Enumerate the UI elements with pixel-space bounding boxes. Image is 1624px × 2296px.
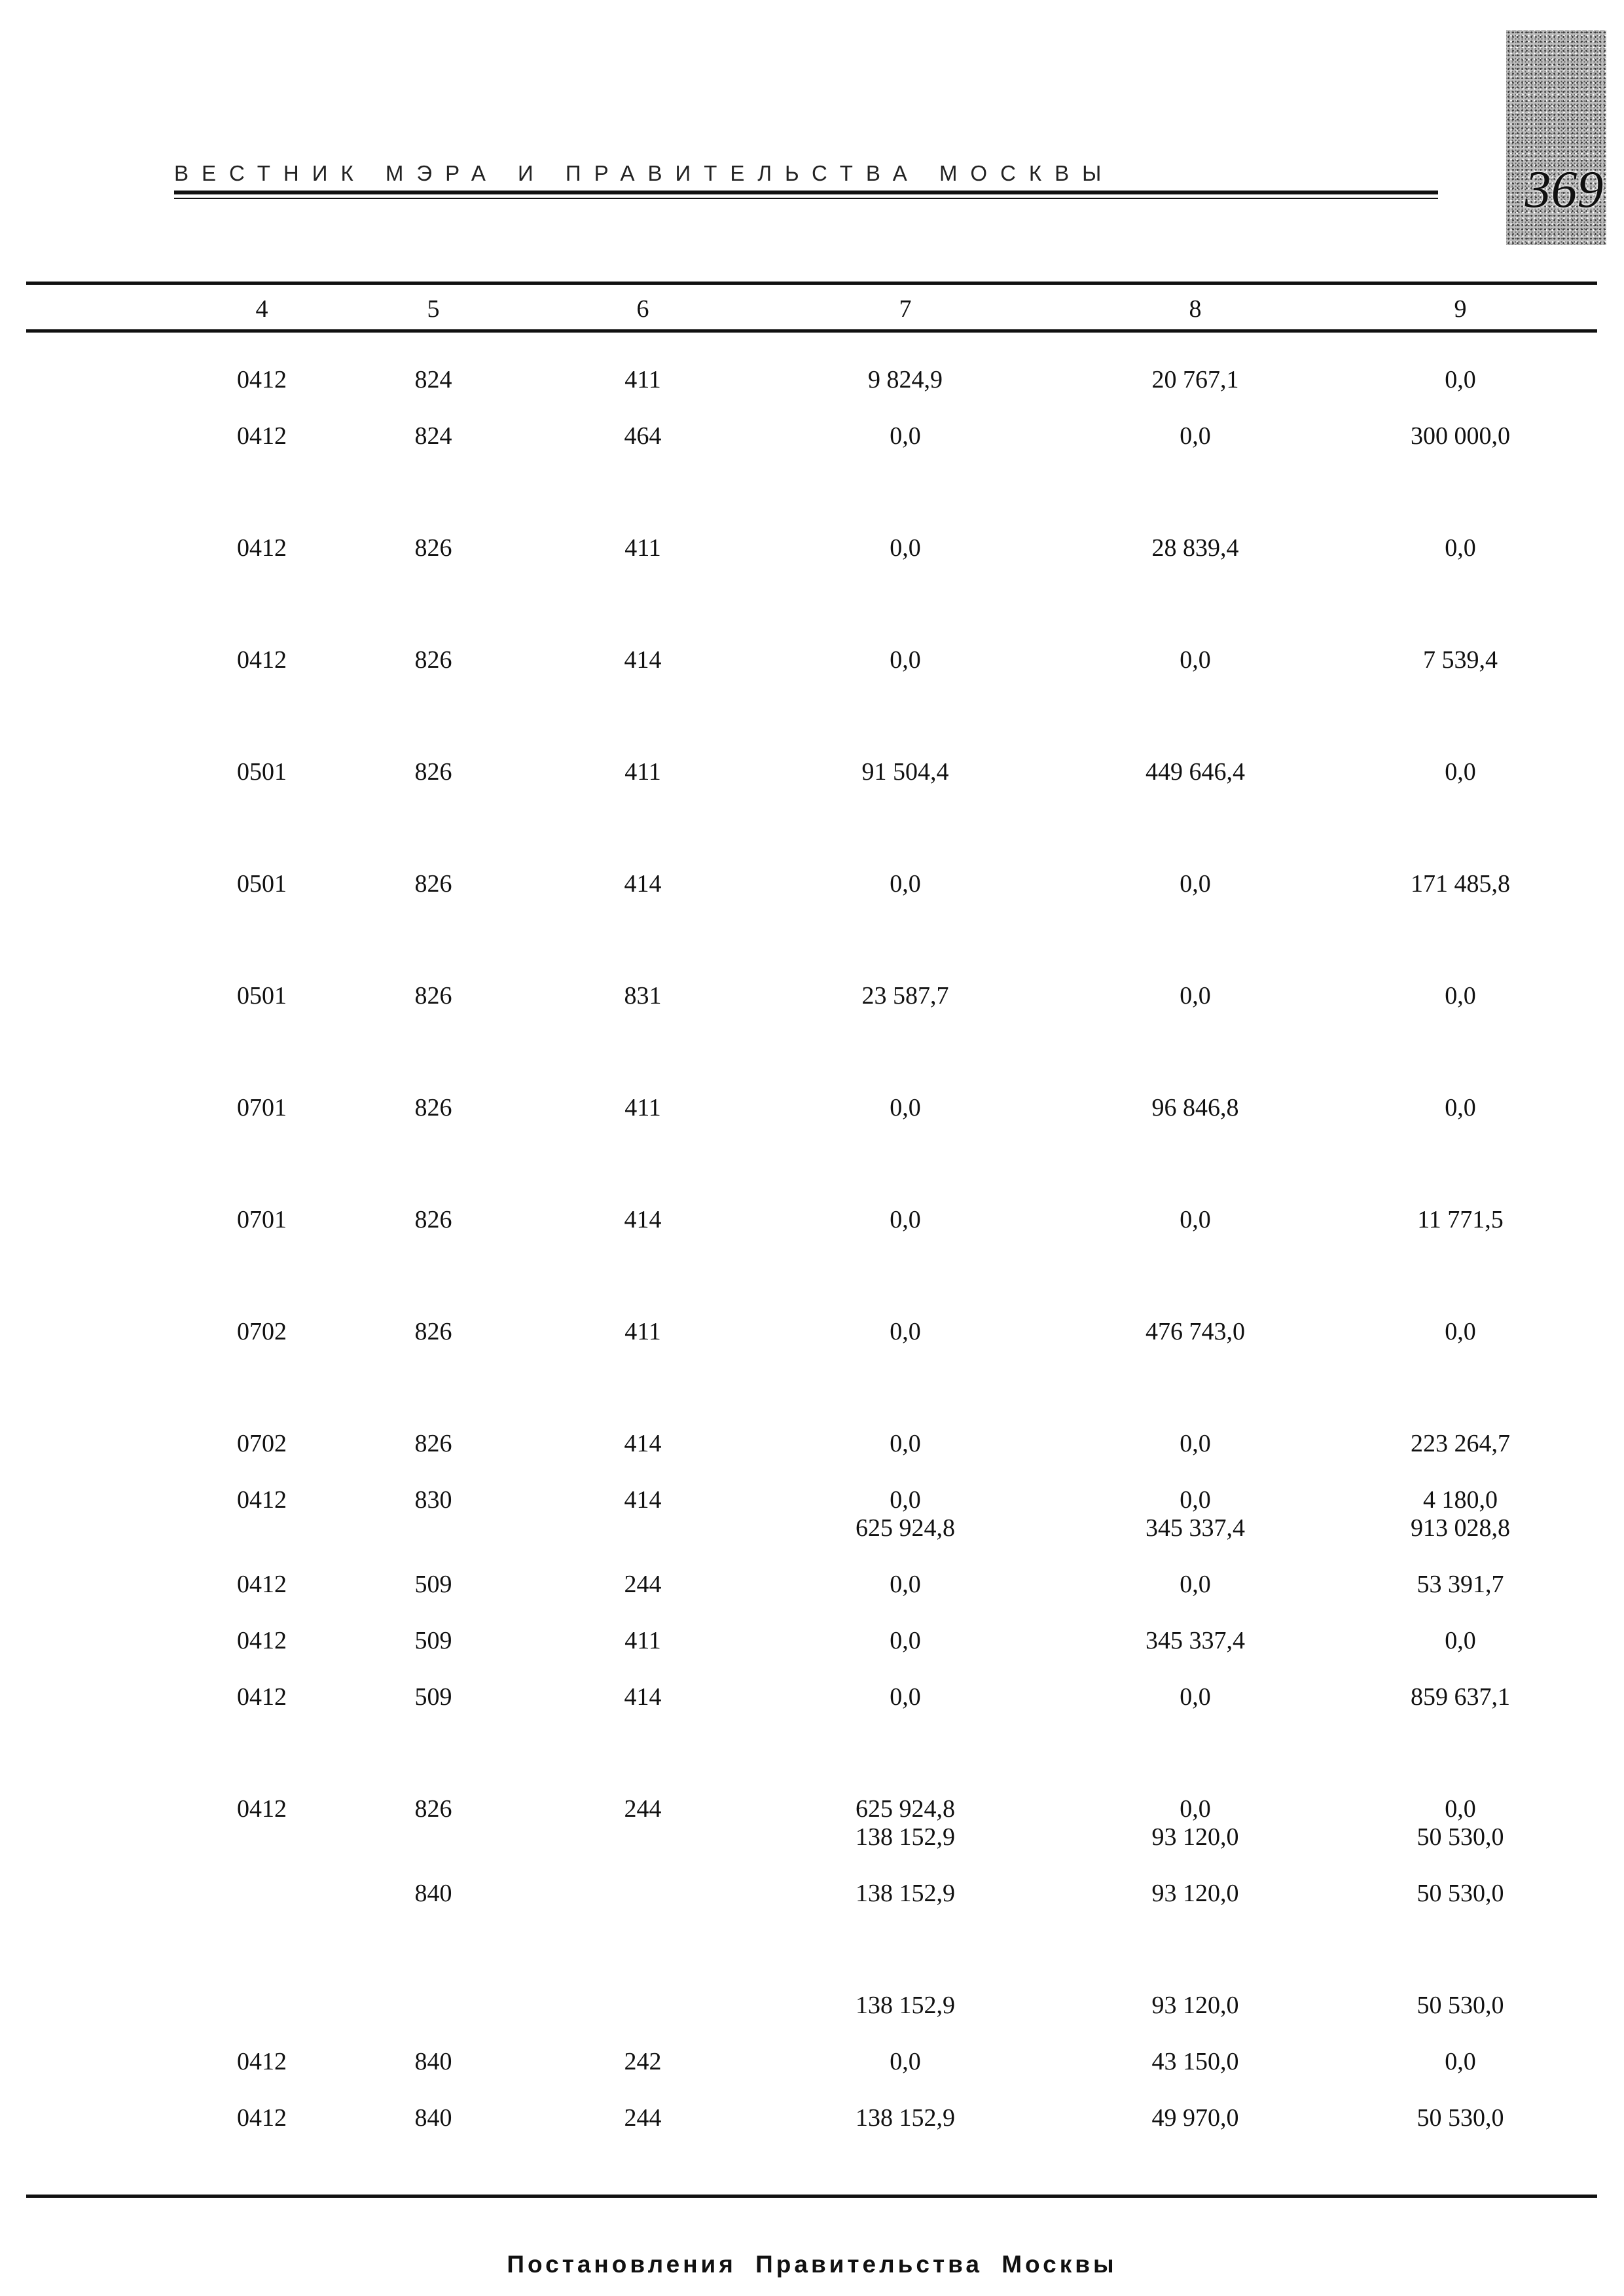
table-cell: 414	[624, 1486, 662, 1514]
table-cell: 411	[624, 758, 661, 786]
table-cell: 859 637,1	[1411, 1683, 1510, 1711]
table-cell: 0,0	[1445, 1627, 1476, 1654]
table-cell: 0412	[237, 422, 287, 450]
table-header-rule	[26, 329, 1597, 333]
table-cell: 0,0	[1445, 534, 1476, 562]
section-title: Постановления Правительства Москвы	[507, 2251, 1117, 2278]
table-cell: 223 264,7	[1411, 1430, 1510, 1457]
table-cell: 0701	[237, 1094, 287, 1121]
table-cell: 0501	[237, 758, 287, 786]
table-top-rule	[26, 282, 1597, 285]
table-cell: 0,0	[890, 1318, 921, 1345]
table-cell: 826	[414, 1795, 452, 1823]
table-cell: 411	[624, 1318, 661, 1345]
table-cell: 7 539,4	[1423, 646, 1498, 674]
table-cell: 50 530,0	[1416, 2104, 1504, 2132]
table-cell: 50 530,0	[1416, 1880, 1504, 1907]
table-cell: 11 771,5	[1417, 1206, 1504, 1233]
table-cell: 0,0	[890, 534, 921, 562]
table-cell: 0,0	[1180, 1206, 1211, 1233]
table-cell: 826	[414, 982, 452, 1010]
table-cell: 138 152,9	[856, 1823, 955, 1851]
table-cell: 0,0	[1445, 366, 1476, 393]
table-cell: 826	[414, 646, 452, 674]
table-cell: 824	[414, 422, 452, 450]
table-cell: 414	[624, 1430, 662, 1457]
table-cell: 300 000,0	[1411, 422, 1510, 450]
table-cell: 0702	[237, 1430, 287, 1457]
table-cell: 244	[624, 1795, 662, 1823]
table-cell: 414	[624, 1683, 662, 1711]
table-cell: 0,0	[1180, 646, 1211, 674]
column-header-8: 8	[1189, 295, 1202, 323]
table-cell: 0,0	[890, 1486, 921, 1514]
table-cell: 0,0	[890, 870, 921, 898]
table-cell: 0,0	[1445, 982, 1476, 1010]
table-cell: 345 337,4	[1146, 1627, 1245, 1654]
table-cell: 414	[624, 1206, 662, 1233]
table-cell: 509	[414, 1683, 452, 1711]
table-cell: 0412	[237, 1486, 287, 1514]
table-cell: 826	[414, 1430, 452, 1457]
table-cell: 0412	[237, 646, 287, 674]
table-cell: 0412	[237, 1571, 287, 1598]
table-cell: 840	[414, 1880, 452, 1907]
journal-title: ВЕСТНИК МЭРА И ПРАВИТЕЛЬСТВА МОСКВЫ	[174, 161, 1115, 185]
table-cell: 411	[624, 534, 661, 562]
table-cell: 345 337,4	[1146, 1514, 1245, 1542]
table-cell: 840	[414, 2048, 452, 2075]
table-cell: 20 767,1	[1151, 366, 1239, 393]
table-cell: 9 824,9	[868, 366, 943, 393]
table-cell: 0,0	[1180, 1795, 1211, 1823]
column-header-9: 9	[1454, 295, 1467, 323]
table-cell: 28 839,4	[1151, 534, 1239, 562]
table-cell: 414	[624, 646, 662, 674]
table-cell: 0412	[237, 2104, 287, 2132]
table-cell: 0,0	[890, 1571, 921, 1598]
table-cell: 93 120,0	[1151, 1880, 1239, 1907]
table-cell: 826	[414, 534, 452, 562]
table-cell: 826	[414, 1318, 452, 1345]
table-cell: 625 924,8	[856, 1514, 955, 1542]
table-cell: 0501	[237, 982, 287, 1010]
table-cell: 138 152,9	[856, 2104, 955, 2132]
table-cell: 0,0	[890, 1430, 921, 1457]
table-cell: 0,0	[1445, 1795, 1476, 1823]
table-cell: 93 120,0	[1151, 1823, 1239, 1851]
table-cell: 0501	[237, 870, 287, 898]
table-cell: 0412	[237, 1795, 287, 1823]
table-cell: 411	[624, 366, 661, 393]
table-cell: 0,0	[1445, 1094, 1476, 1121]
table-cell: 0412	[237, 2048, 287, 2075]
table-cell: 138 152,9	[856, 1880, 955, 1907]
table-cell: 93 120,0	[1151, 1992, 1239, 2019]
table-cell: 0,0	[890, 2048, 921, 2075]
table-cell: 464	[624, 422, 662, 450]
table-cell: 913 028,8	[1411, 1514, 1510, 1542]
table-cell: 509	[414, 1571, 452, 1598]
table-cell: 0,0	[1180, 982, 1211, 1010]
table-cell: 0412	[237, 534, 287, 562]
table-cell: 0,0	[1445, 758, 1476, 786]
table-cell: 0,0	[890, 1206, 921, 1233]
table-cell: 449 646,4	[1146, 758, 1245, 786]
table-cell: 91 504,4	[861, 758, 949, 786]
table-bottom-rule	[26, 2195, 1597, 2198]
table-cell: 826	[414, 1206, 452, 1233]
table-cell: 625 924,8	[856, 1795, 955, 1823]
table-cell: 43 150,0	[1151, 2048, 1239, 2075]
table-cell: 476 743,0	[1146, 1318, 1245, 1345]
table-cell: 50 530,0	[1416, 1823, 1504, 1851]
column-header-4: 4	[255, 295, 268, 323]
table-cell: 0,0	[890, 422, 921, 450]
table-cell: 830	[414, 1486, 452, 1514]
table-cell: 0412	[237, 366, 287, 393]
table-cell: 242	[624, 2048, 662, 2075]
table-cell: 824	[414, 366, 452, 393]
column-header-7: 7	[899, 295, 912, 323]
table-cell: 53 391,7	[1416, 1571, 1504, 1598]
column-header-5: 5	[427, 295, 440, 323]
table-cell: 0,0	[1445, 1318, 1476, 1345]
table-cell: 0,0	[1180, 1571, 1211, 1598]
header-rule-thick	[174, 191, 1438, 194]
table-cell: 0,0	[890, 1683, 921, 1711]
table-cell: 138 152,9	[856, 1992, 955, 2019]
table-cell: 0,0	[890, 1094, 921, 1121]
table-cell: 826	[414, 1094, 452, 1121]
table-cell: 49 970,0	[1151, 2104, 1239, 2132]
table-cell: 0,0	[1180, 422, 1211, 450]
table-cell: 840	[414, 2104, 452, 2132]
column-header-6: 6	[636, 295, 649, 323]
table-cell: 244	[624, 2104, 662, 2132]
table-cell: 411	[624, 1094, 661, 1121]
table-cell: 0,0	[890, 1627, 921, 1654]
table-cell: 0,0	[1445, 2048, 1476, 2075]
table-cell: 0,0	[1180, 1430, 1211, 1457]
table-cell: 0,0	[890, 646, 921, 674]
table-cell: 414	[624, 870, 662, 898]
table-cell: 0,0	[1180, 1683, 1211, 1711]
table-cell: 0702	[237, 1318, 287, 1345]
table-cell: 411	[624, 1627, 661, 1654]
table-cell: 831	[624, 982, 662, 1010]
table-cell: 826	[414, 870, 452, 898]
table-cell: 50 530,0	[1416, 1992, 1504, 2019]
table-cell: 4 180,0	[1423, 1486, 1498, 1514]
table-cell: 0412	[237, 1627, 287, 1654]
table-cell: 0,0	[1180, 870, 1211, 898]
header-rule-thin	[174, 198, 1438, 199]
table-cell: 96 846,8	[1151, 1094, 1239, 1121]
table-cell: 509	[414, 1627, 452, 1654]
table-cell: 0701	[237, 1206, 287, 1233]
table-cell: 244	[624, 1571, 662, 1598]
table-cell: 826	[414, 758, 452, 786]
table-cell: 23 587,7	[861, 982, 949, 1010]
table-cell: 0,0	[1180, 1486, 1211, 1514]
page-number: 369	[1525, 161, 1604, 219]
table-cell: 0412	[237, 1683, 287, 1711]
table-cell: 171 485,8	[1411, 870, 1510, 898]
